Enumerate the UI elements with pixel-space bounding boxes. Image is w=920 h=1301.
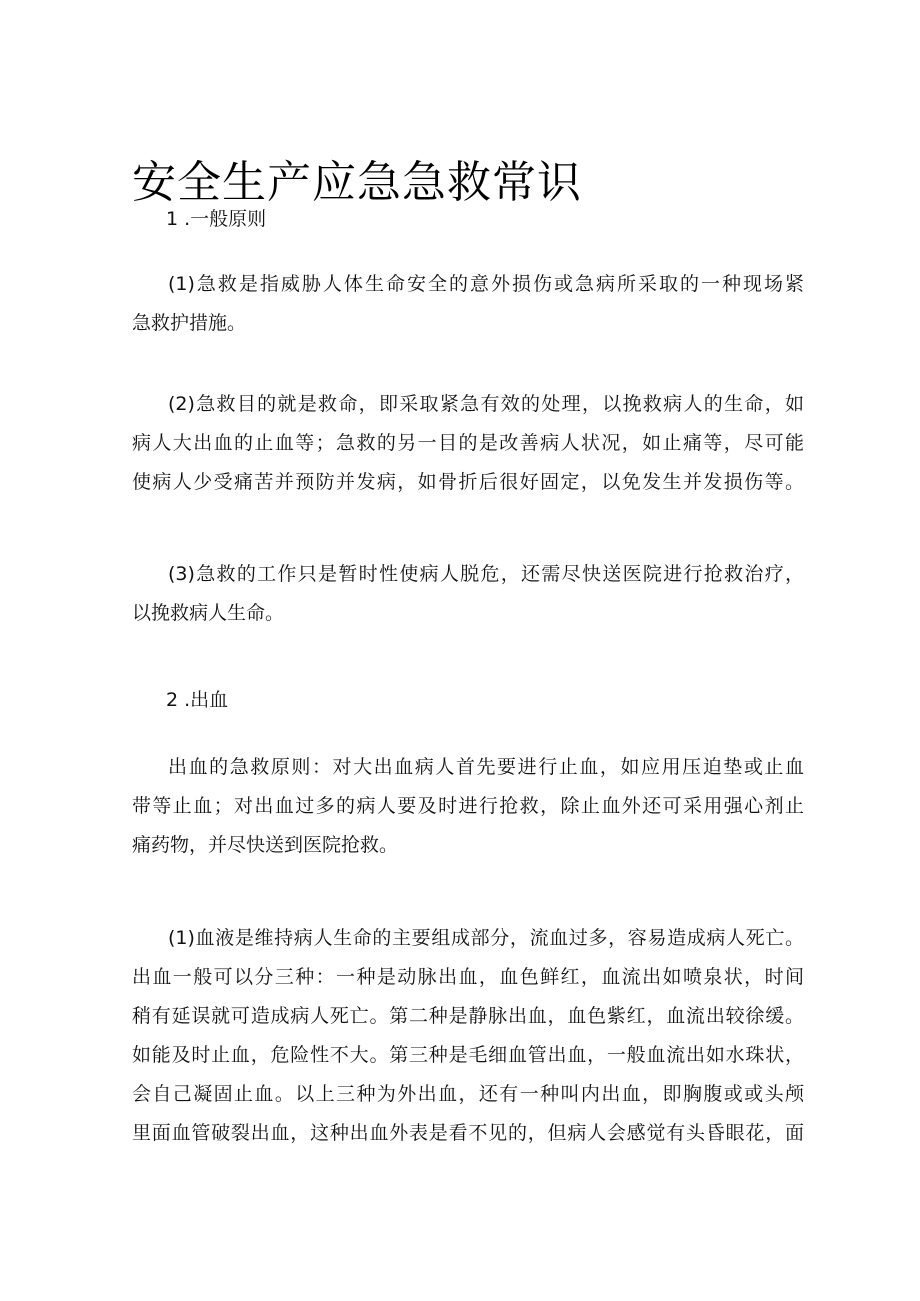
paragraph-line: 里面血管破裂出血，这种出血外表是看不见的，但病人会感觉有头昏眼花，面 [132,1122,804,1144]
paragraph-line: 使病人少受痛苦并预防并发病，如骨折后很好固定，以免发生并发损伤等。 [132,471,804,493]
paragraph-line: 会自己凝固止血。以上三种为外出血，还有一种叫内出血，即胸腹或或头颅 [132,1083,804,1105]
paragraph-line: 以挽救病人生命。 [132,602,285,624]
paragraph-line: 稍有延误就可造成病人死亡。第二种是静脉出血，血色紫红，血流出较徐缓。 [132,1005,804,1027]
paragraph-1-3 [132,555,804,633]
paragraph-line: (3)急救的工作只是暂时性使病人脱危，还需尽快送医院进行抢救治疗， [168,563,804,585]
paragraph-line: 痛药物，并尽快送到医院抢救。 [132,834,399,856]
paragraph-1-1 [132,265,804,343]
paragraph-line: 病人大出血的止血等；急救的另一目的是改善病人状况，如止痛等，尽可能 [132,432,804,454]
paragraph-line: 如能及时止血，危险性不大。第三种是毛细血管出血，一般血流出如水珠状， [132,1044,804,1066]
page-title: 安全生产应急急救常识 [132,157,582,209]
paragraph-line: 带等止血；对出血过多的病人要及时进行抢救，除止血外还可采用强心剂止 [132,795,804,817]
section-heading-general-principles: 1 .一般原则 [166,208,267,230]
paragraph-1-2 [132,385,804,502]
paragraph-2-1 [132,919,804,1153]
paragraph-line: 出血一般可以分三种：一种是动脉出血，血色鲜红，血流出如喷泉状，时间 [132,966,804,988]
paragraph-line: 出血的急救原则：对大出血病人首先要进行止血，如应用压迫垫或止血 [168,756,804,778]
paragraph-line: (1)急救是指威胁人体生命安全的意外损伤或急病所采取的一种现场紧 [168,273,804,295]
paragraph-line: 急救护措施。 [132,312,247,334]
section-heading-bleeding: 2 .出血 [166,689,229,711]
paragraph-2-0 [132,748,804,865]
paragraph-line: (1)血液是维持病人生命的主要组成部分，流血过多，容易造成病人死亡。 [168,927,804,949]
paragraph-line: (2)急救目的就是救命，即采取紧急有效的处理，以挽救病人的生命，如 [168,393,804,415]
